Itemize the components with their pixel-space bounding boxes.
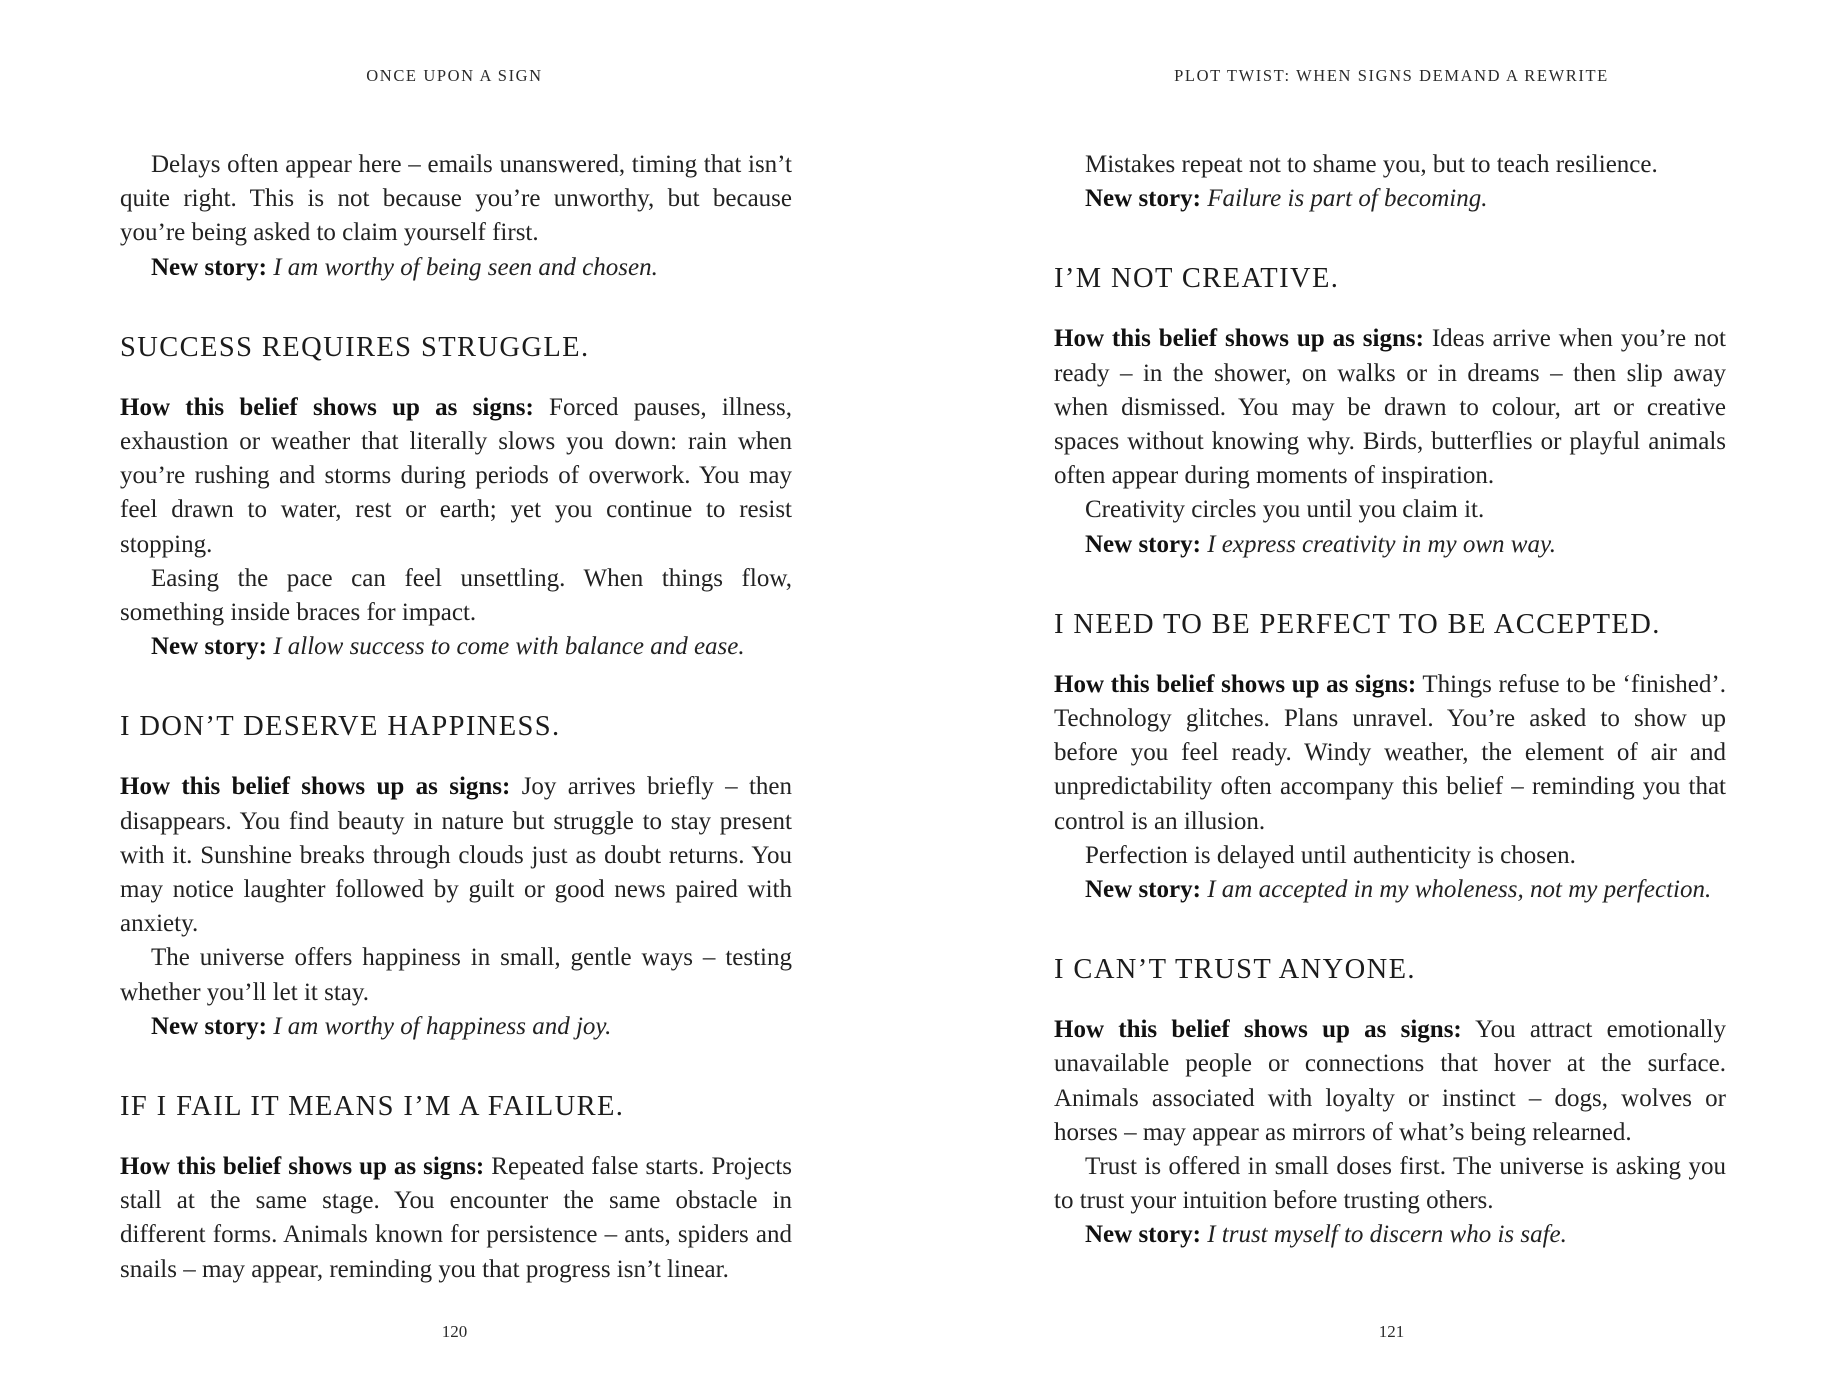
signs-text: Repeated false starts. Projects stall at the same stage. You encounter the same obstacle in different forms. Animals known for persistence – ants, spiders and snails – may appear, reminding you that progress isn’t linear. (120, 1153, 793, 1283)
running-head: PLOT TWIST: WHEN SIGNS DEMAND A REWRITE (1174, 66, 1609, 85)
running-head: ONCE UPON A SIGN (366, 66, 543, 85)
signs-paragraph (1054, 322, 1726, 493)
section-heading: I NEED TO BE PERFECT TO BE ACCEPTED. (1054, 608, 1661, 640)
new-story-label: New story: (151, 1012, 267, 1040)
paragraph: The universe offers happiness in small, gentle ways – testing whether you’ll let it stay. (120, 944, 792, 1006)
section-heading: SUCCESS REQUIRES STRUGGLE. (120, 331, 590, 363)
new-story-line (120, 630, 792, 664)
signs-paragraph (120, 770, 792, 941)
paragraph: Mistakes repeat not to shame you, but to teach resilience. (1085, 151, 1658, 178)
section-heading: I CAN’T TRUST ANYONE. (1054, 954, 1416, 986)
signs-label: How this belief shows up as signs: (120, 773, 511, 801)
new-story-text: I allow success to come with balance and ease. (273, 633, 745, 661)
section-heading: I DON’T DESERVE HAPPINESS. (120, 711, 561, 743)
new-story-label: New story: (151, 253, 267, 281)
signs-paragraph (1054, 1013, 1726, 1150)
signs-paragraph (120, 391, 792, 562)
new-story-label: New story: (1085, 530, 1201, 558)
paragraph: Easing the pace can feel unsettling. When things flow, something inside braces for impact. (120, 564, 792, 627)
new-story-label: New story: (1085, 1221, 1201, 1249)
right-page (915, 0, 1830, 1400)
new-story-label: New story: (1085, 876, 1201, 904)
new-story-text: I trust myself to discern who is safe. (1207, 1221, 1567, 1249)
new-story-line (1054, 1218, 1726, 1252)
signs-text: Joy arrives briefly – then disappears. You find beauty in nature but struggle to stay present with it. Sunshine breaks through clouds just as doubt returns. You may notice laughter followed by guilt or good news paired with anxiety. (120, 773, 792, 938)
paragraph: Creativity circles you until you claim it. (1085, 496, 1485, 524)
paragraph: Perfection is delayed until authenticity is chosen. (1085, 841, 1576, 869)
signs-text: You attract emotionally unavailable people or connections that hover at the surface. Animals associated with loyalty or instinct – dogs, wolves or horses – may appear as mirrors of what’s being relearned. (1054, 1016, 1727, 1146)
page-number: 121 (1378, 1322, 1405, 1341)
section-heading: IF I FAIL IT MEANS I’M A FAILURE. (120, 1091, 625, 1123)
paragraph: Trust is offered in small doses first. The universe is asking you to trust your intuition before trusting others. (1054, 1153, 1726, 1215)
new-story-line (1054, 528, 1726, 562)
section-heading: I’M NOT CREATIVE. (1054, 263, 1340, 295)
new-story-text: I express creativity in my own way. (1207, 530, 1556, 558)
new-story-line (120, 251, 792, 285)
signs-text: Forced pauses, illness, exhaustion or weather that literally slows you down: rain when you’re rushing and storms during periods of overwork. You may feel drawn to water, rest or earth; yet you continue to resist stopping. (120, 393, 793, 558)
new-story-line (1054, 873, 1726, 907)
signs-text: Things refuse to be ‘finished’. Technology glitches. Plans unravel. You’re asked to show up before you feel ready. Windy weather, the element of air and unpredictability often accompany this belief – reminding you that control is an illusion. (1054, 670, 1726, 835)
signs-paragraph (1054, 668, 1726, 839)
new-story-text: I am accepted in my wholeness, not my perfection. (1207, 876, 1712, 904)
new-story-label: New story: (151, 633, 267, 661)
new-story-line (1054, 182, 1726, 216)
new-story-line (120, 1010, 792, 1044)
signs-paragraph (120, 1150, 792, 1287)
page-number: 120 (441, 1322, 468, 1341)
new-story-text: I am worthy of being seen and chosen. (273, 253, 658, 281)
signs-label: How this belief shows up as signs: (1054, 670, 1417, 698)
new-story-text: I am worthy of happiness and joy. (273, 1012, 612, 1040)
signs-label: How this belief shows up as signs: (120, 1153, 485, 1181)
page-body (1054, 148, 1726, 1253)
signs-label: How this belief shows up as signs: (1054, 325, 1424, 353)
new-story-text: Failure is part of becoming. (1207, 185, 1488, 213)
signs-text: Ideas arrive when you’re not ready – in the shower, on walks or in dreams – then slip away when dismissed. You may be drawn to colour, art or creative spaces without knowing why. Birds, butterflies or playful animals often appear during moments of inspiration. (1054, 325, 1726, 490)
paragraph: Delays often appear here – emails unanswered, timing that isn’t quite right. This is not because you’re unworthy, but because you’re being asked to claim yourself first. (120, 151, 792, 247)
page-body (120, 148, 792, 1287)
signs-label: How this belief shows up as signs: (120, 393, 534, 421)
signs-label: How this belief shows up as signs: (1054, 1016, 1462, 1044)
new-story-label: New story: (1085, 185, 1201, 213)
